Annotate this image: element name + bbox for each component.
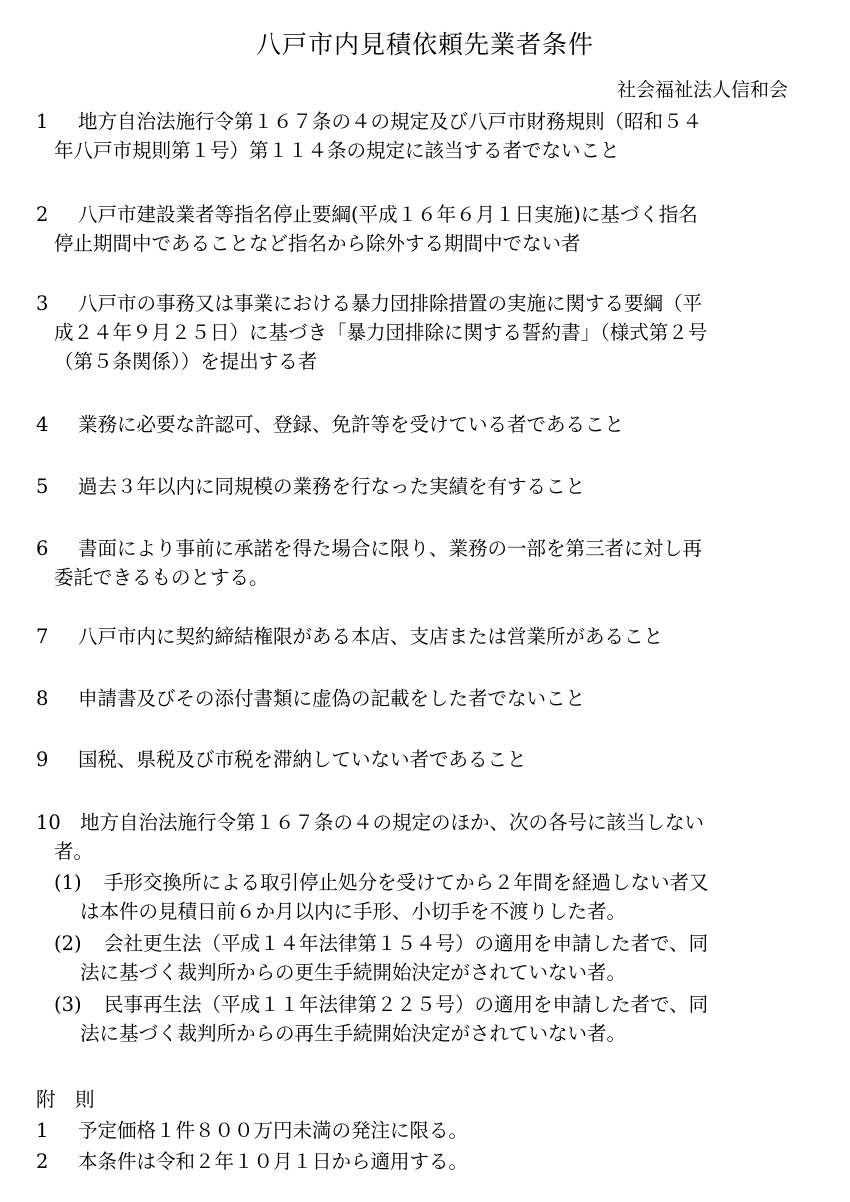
item-text-line: 地方自治法施行令第１６７条の４の規定及び八戸市財務規則（昭和５４: [78, 110, 703, 133]
item-text-line: 停止期間中であることなど指名から除外する期間中でない者: [54, 232, 581, 255]
supplementary-item-1: [36, 1116, 806, 1145]
sub-item-text-line: は本件の見積日前６か月以内に手形、小切手を不渡りした者。: [80, 900, 627, 923]
item-text-line: 国税、県税及び市税を滞納していない者であること: [78, 748, 527, 771]
supplementary-item-number: 1: [36, 1119, 49, 1142]
item-text-line: 過去３年以内に同規模の業務を行なった実績を有すること: [78, 475, 586, 498]
sub-item-text-line: 法に基づく裁判所からの更生手続開始決定がされていない者。: [80, 961, 627, 984]
item-number: 4: [36, 413, 49, 436]
sub-item-text-line: 会社更生法（平成１４年法律第１５４号）の適用を申請した者で、同: [104, 932, 709, 955]
item-text-line: 八戸市建設業者等指名停止要綱(平成１６年６月１日実施)に基づく指名: [78, 203, 698, 226]
sub-item-text-line: 手形交換所による取引停止処分を受けてから２年間を経過しない者又: [104, 871, 709, 894]
item-text-line: （第５条関係））を提出する者: [54, 350, 318, 373]
supplementary-item-number: 2: [36, 1150, 49, 1173]
condition-item-1: [36, 107, 806, 165]
condition-item-3: [36, 289, 806, 376]
sub-item-text-line: 民事再生法（平成１１年法律第２２５号）の適用を申請した者で、同: [104, 993, 709, 1016]
item-number: 8: [36, 687, 49, 710]
supplementary-heading: 附 則: [36, 1088, 95, 1111]
condition-item-7: [36, 622, 806, 651]
document-title: 八戸市内見積依頼先業者条件: [255, 30, 594, 59]
sub-item-1: [54, 868, 806, 926]
item-text-line: 業務に必要な許認可、登録、免許等を受けている者であること: [78, 413, 625, 436]
item-text-line: 八戸市内に契約締結権限がある本店、支店または営業所があること: [78, 625, 664, 648]
item-number: 7: [36, 625, 49, 648]
item-number: 2: [36, 203, 49, 226]
sub-item-2: [54, 929, 806, 987]
item-number: 5: [36, 475, 49, 498]
item-number: 1: [36, 110, 49, 133]
supplementary-item-2: [36, 1147, 806, 1176]
condition-item-5: [36, 472, 806, 501]
item-text-line: 書面により事前に承諾を得た場合に限り、業務の一部を第三者に対し再: [78, 537, 703, 560]
sub-item-text-line: 法に基づく裁判所からの再生手続開始決定がされていない者。: [80, 1022, 627, 1045]
item-text-line: 委託できるものとする。: [54, 566, 269, 589]
condition-item-8: [36, 684, 806, 713]
sub-item-number: (3): [54, 993, 82, 1016]
item-number: 6: [36, 537, 49, 560]
item-text-line: 年八戸市規則第１号）第１１４条の規定に該当する者でないこと: [54, 139, 620, 162]
sub-item-3: [54, 990, 806, 1048]
condition-item-4: [36, 410, 806, 439]
condition-item-6: [36, 534, 806, 592]
item-number: 3: [36, 292, 49, 315]
condition-item-10: [36, 808, 806, 866]
item-text-line: 者。: [54, 840, 94, 863]
sub-item-number: (2): [54, 932, 82, 955]
item-text-line: 地方自治法施行令第１６７条の４の規定のほか、次の各号に該当しない: [80, 811, 705, 834]
organization-name: 社会福祉法人信和会: [616, 79, 788, 101]
condition-item-2: [36, 200, 806, 258]
item-text-line: 八戸市の事務又は事業における暴力団排除措置の実施に関する要綱（平: [78, 292, 703, 315]
sub-item-number: (1): [54, 871, 82, 894]
item-text-line: 成２４年９月２５日）に基づき「暴力団排除に関する誓約書」（様式第２号: [54, 321, 708, 344]
condition-item-9: [36, 745, 806, 774]
supplementary-item-text: 本条件は令和２年１０月１日から適用する。: [78, 1150, 469, 1173]
item-text-line: 申請書及びその添付書類に虚偽の記載をした者でないこと: [78, 687, 586, 710]
item-number: 10: [36, 811, 61, 834]
item-number: 9: [36, 748, 49, 771]
supplementary-item-text: 予定価格１件８００万円未満の発注に限る。: [78, 1119, 469, 1142]
